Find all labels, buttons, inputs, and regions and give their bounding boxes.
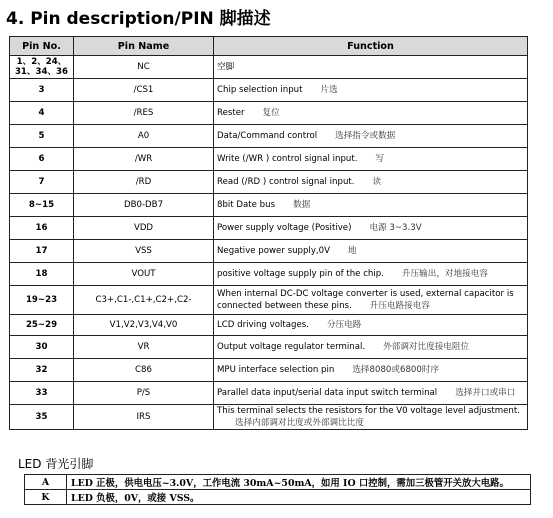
function-chinese-note: 选择并口或串口 (455, 388, 516, 398)
function-chinese-note: 数据 (293, 200, 311, 210)
pin-name: /CS1 (74, 79, 214, 102)
pin-number: 32 (10, 359, 74, 382)
table-row (10, 194, 528, 217)
pin-name: /WR (74, 148, 214, 171)
pin-function (214, 240, 528, 263)
function-chinese-note: 读 (372, 177, 382, 187)
pin-function (214, 315, 528, 336)
function-chinese-note: 外部调对比度接电阻位 (383, 342, 470, 352)
pin-function (214, 194, 528, 217)
table-row (10, 263, 528, 286)
pin-name: C3+,C1-,C1+,C2+,C2- (74, 286, 214, 315)
pin-function (214, 359, 528, 382)
function-chinese-note: 写 (375, 154, 385, 164)
table-row (10, 315, 528, 336)
pin-number: 8~15 (10, 194, 74, 217)
led-pin-table (24, 474, 531, 505)
function-text: Power supply voltage (Positive) (217, 223, 352, 233)
function-chinese-note: 地 (347, 246, 357, 256)
section-title: 4. Pin description/PIN 脚描述 (6, 9, 271, 29)
function-text: 空脚 (217, 62, 235, 72)
table-row (10, 148, 528, 171)
pin-function (214, 405, 528, 430)
pin-number: 33 (10, 382, 74, 405)
pin-name: P/S (74, 382, 214, 405)
pin-name: A0 (74, 125, 214, 148)
function-text: 8bit Date bus (217, 200, 276, 210)
pin-number: 7 (10, 171, 74, 194)
function-chinese-note: 选择8080或6800时序 (352, 365, 440, 375)
function-text: LCD driving voltages. (217, 320, 309, 330)
table-row (10, 240, 528, 263)
table-row (10, 286, 528, 315)
pin-name: C86 (74, 359, 214, 382)
pin-number: 16 (10, 217, 74, 240)
function-text: positive voltage supply pin of the chip. (217, 269, 384, 279)
pin-name: VOUT (74, 263, 214, 286)
pin-number: 25~29 (10, 315, 74, 336)
function-chinese-note: 电源 3~3.3V (369, 223, 422, 233)
pin-name: NC (74, 56, 214, 79)
pin-function (214, 217, 528, 240)
pin-number: 30 (10, 336, 74, 359)
pin-function (214, 286, 528, 315)
function-text: This terminal selects the resistors for the V0 voltage level adjustment. (217, 406, 520, 416)
pin-number: 19~23 (10, 286, 74, 315)
function-chinese-note: 片选 (320, 85, 338, 95)
pin-name: /RES (74, 102, 214, 125)
pin-number: 35 (10, 405, 74, 430)
pin-function (214, 102, 528, 125)
pin-name: VSS (74, 240, 214, 263)
pin-number: 3 (10, 79, 74, 102)
led-pin-a: A (25, 475, 67, 490)
pin-number: 4 (10, 102, 74, 125)
table-row (10, 102, 528, 125)
pin-name: IRS (74, 405, 214, 430)
function-chinese-note: 分压电路 (326, 320, 362, 330)
pin-name: VR (74, 336, 214, 359)
pin-name: /RD (74, 171, 214, 194)
led-row-k (25, 490, 531, 505)
header-pin-name: Pin Name (74, 37, 214, 56)
pin-function (214, 171, 528, 194)
header-pin-no: Pin No. (10, 37, 74, 56)
pin-name: V1,V2,V3,V4,V0 (74, 315, 214, 336)
led-row-a (25, 475, 531, 490)
function-text: Read (/RD ) control signal input. (217, 177, 355, 187)
table-row (10, 359, 528, 382)
pin-function (214, 125, 528, 148)
pin-number: 18 (10, 263, 74, 286)
pin-number: 5 (10, 125, 74, 148)
table-row (10, 171, 528, 194)
function-text: Parallel data input/serial data input switch terminal (217, 388, 438, 398)
function-chinese-note: 升压输出，对地接电容 (401, 269, 488, 279)
table-row (10, 79, 528, 102)
function-text: Output voltage regulator terminal. (217, 342, 366, 352)
pin-function (214, 382, 528, 405)
table-row (10, 217, 528, 240)
function-text: MPU interface selection pin (217, 365, 335, 375)
function-text: Negative power supply,0V (217, 246, 330, 256)
function-chinese-note: 选择内部调对比度或外部调比比度 (235, 418, 364, 428)
function-chinese-note: 选择指令或数据 (335, 131, 396, 141)
pin-function (214, 148, 528, 171)
function-text: Rester (217, 108, 245, 118)
pin-function (214, 336, 528, 359)
table-row (10, 56, 528, 79)
function-text: When internal DC-DC voltage converter is used, external capacitor is connected between these pins. (217, 289, 514, 311)
pin-function (214, 56, 528, 79)
pin-function (214, 263, 528, 286)
pin-number: 17 (10, 240, 74, 263)
function-text: Data/Command control (217, 131, 318, 141)
function-text: Chip selection input (217, 85, 303, 95)
table-header-row (10, 37, 528, 56)
led-desc-a: LED 正极，供电电压~3.0V，工作电流 30mA~50mA，如用 IO 口控制，需加三极管开关放大电路。 (67, 475, 531, 490)
pin-number: 1、2、24、 31、34、36 (10, 56, 74, 79)
table-row (10, 405, 528, 430)
led-backlight-heading: LED 背光引脚 (18, 457, 94, 471)
pin-number: 6 (10, 148, 74, 171)
table-row (10, 382, 528, 405)
led-pin-k: K (25, 490, 67, 505)
pin-name: VDD (74, 217, 214, 240)
table-row (10, 125, 528, 148)
header-function: Function (214, 37, 528, 56)
pin-description-table (9, 36, 528, 430)
function-text: Write (/WR ) control signal input. (217, 154, 358, 164)
pin-function (214, 79, 528, 102)
led-desc-k: LED 负极，0V，或接 VSS。 (67, 490, 531, 505)
function-chinese-note: 复位 (262, 108, 280, 118)
function-chinese-note: 升压电路接电容 (369, 301, 430, 311)
pin-name: DB0-DB7 (74, 194, 214, 217)
table-row (10, 336, 528, 359)
